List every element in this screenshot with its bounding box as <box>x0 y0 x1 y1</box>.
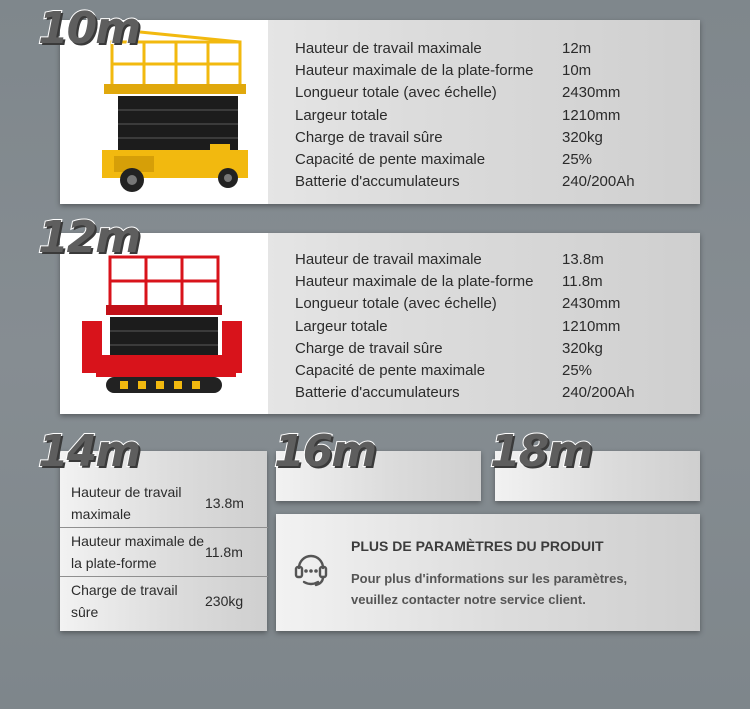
spec-key: Hauteur maximale de la plate-forme <box>71 533 205 571</box>
spec-row <box>295 293 635 315</box>
spec-key: Capacité de pente maximale <box>295 151 486 169</box>
spec-row <box>295 37 635 59</box>
spec-row <box>60 577 268 625</box>
spec-row <box>295 270 635 292</box>
spec-key: Charge de travail sûre <box>295 339 443 357</box>
more-parameters-line-2: veuillez contacter notre service client. <box>351 592 586 607</box>
spec-key: Hauteur de travail maximale <box>71 484 182 522</box>
spec-row <box>295 359 635 381</box>
spec-value: 240/200Ah <box>562 173 635 191</box>
spec-row <box>295 82 635 104</box>
spec-row <box>295 315 635 337</box>
spec-row <box>295 148 635 170</box>
customer-service-headset-icon[interactable] <box>292 549 330 594</box>
spec-list-10m <box>295 37 635 193</box>
spec-value: 240/200Ah <box>562 384 635 402</box>
spec-value: 2430mm <box>562 295 621 313</box>
spec-value: 320kg <box>562 128 603 146</box>
spec-value: 11.8m <box>562 272 603 290</box>
spec-row <box>60 479 268 528</box>
spec-row <box>295 171 635 193</box>
spec-key: Longueur totale (avec échelle) <box>295 295 497 313</box>
spec-key: Batterie d'accumulateurs <box>295 173 460 191</box>
product-label-18m: 18m <box>490 426 592 477</box>
spec-value: 12m <box>562 39 592 57</box>
more-parameters-text <box>351 568 681 610</box>
spec-row <box>295 337 635 359</box>
spec-key: Batterie d'accumulateurs <box>295 384 460 402</box>
product-label-10m: 10m <box>38 3 140 54</box>
spec-row <box>295 59 635 81</box>
spec-key: Hauteur de travail maximale <box>295 250 482 268</box>
spec-value: 230kg <box>205 593 244 609</box>
spec-row <box>60 528 268 577</box>
spec-row <box>295 248 635 270</box>
spec-value: 1210mm <box>562 317 621 335</box>
spec-key: Charge de travail sûre <box>295 128 443 146</box>
spec-value: 11.8m <box>205 544 243 560</box>
spec-value: 13.8m <box>562 250 604 268</box>
spec-key: Capacité de pente maximale <box>295 362 486 380</box>
spec-row <box>295 382 635 404</box>
spec-key: Hauteur de travail maximale <box>295 39 482 57</box>
spec-key: Largeur totale <box>295 106 388 124</box>
spec-key: Charge de travail sûre <box>71 582 178 620</box>
spec-table-14m <box>60 479 268 625</box>
spec-row <box>295 104 635 126</box>
spec-value: 25% <box>562 151 593 169</box>
spec-value: 25% <box>562 362 593 380</box>
product-label-16m: 16m <box>274 426 376 477</box>
more-parameters-line-1: Pour plus d'informations sur les paramètres, <box>351 571 628 586</box>
spec-list-12m <box>295 248 635 404</box>
spec-key: Hauteur maximale de la plate-forme <box>295 272 534 290</box>
spec-value: 10m <box>562 61 592 79</box>
spec-value: 1210mm <box>562 106 621 124</box>
spec-value: 320kg <box>562 339 603 357</box>
product-label-14m: 14m <box>38 426 140 477</box>
spec-key: Largeur totale <box>295 317 388 335</box>
spec-key: Longueur totale (avec échelle) <box>295 84 497 102</box>
product-label-12m: 12m <box>38 212 140 263</box>
spec-value: 13.8m <box>205 495 244 511</box>
spec-row <box>295 126 635 148</box>
more-parameters-title: PLUS DE PARAMÈTRES DU PRODUIT <box>351 538 604 554</box>
spec-value: 2430mm <box>562 84 621 102</box>
spec-key: Hauteur maximale de la plate-forme <box>295 61 534 79</box>
